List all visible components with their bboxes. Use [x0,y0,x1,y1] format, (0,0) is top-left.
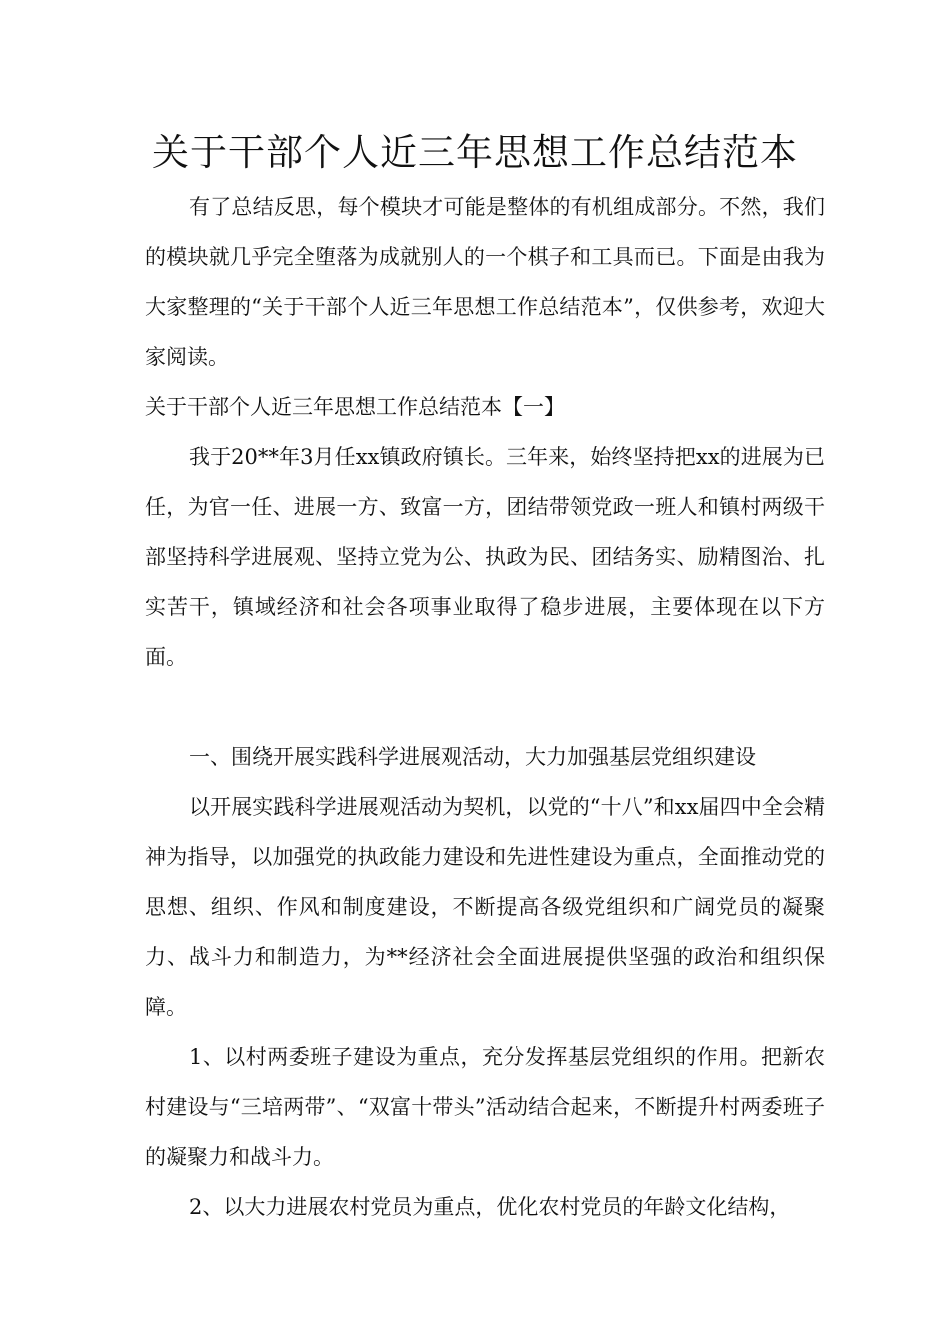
list-item: 1、以村两委班子建设为重点，充分发挥基层党组织的作用。把新农村建设与“三培两带”、“双富十带头”活动结合起来，不断提升村两委班子的凝聚力和战斗力。 [145,1045,825,1169]
document-body [145,182,825,1232]
document-title: 关于干部个人近三年思想工作总结范本 [152,131,798,174]
intro-paragraph: 有了总结反思，每个模块才可能是整体的有机组成部分。不然，我们的模块就几乎完全堕落为成就别人的一个棋子和工具而已。下面是由我为大家整理的“关于干部个人近三年思想工作总结范本”，仅供参考，欢迎大家阅读。 [145,195,825,369]
body-paragraph: 以开展实践科学进展观活动为契机，以党的“十八”和xx届四中全会精神为指导，以加强党的执政能力建设和先进性建设为重点，全面推动党的思想、组织、作风和制度建设，不断提高各级党组织和广阔党员的凝聚力、战斗力和制造力，为**经济社会全面进展提供坚强的政治和组织保障。 [145,795,825,1019]
body-paragraph: 我于20**年3月任xx镇政府镇长。三年来，始终坚持把xx的进展为已任，为官一任、进展一方、致富一方，团结带领党政一班人和镇村两级干部坚持科学进展观、坚持立党为公、执政为民、团结务实、励精图治、扎实苦干，镇域经济和社会各项事业取得了稳步进展，主要体现在以下方面。 [145,445,825,669]
list-item: 2、以大力进展农村党员为重点，优化农村党员的年龄文化结构， [189,1195,791,1219]
section-heading: 关于干部个人近三年思想工作总结范本【一】 [145,395,565,419]
subsection-heading: 一、围绕开展实践科学进展观活动，大力加强基层党组织建设 [189,745,756,769]
